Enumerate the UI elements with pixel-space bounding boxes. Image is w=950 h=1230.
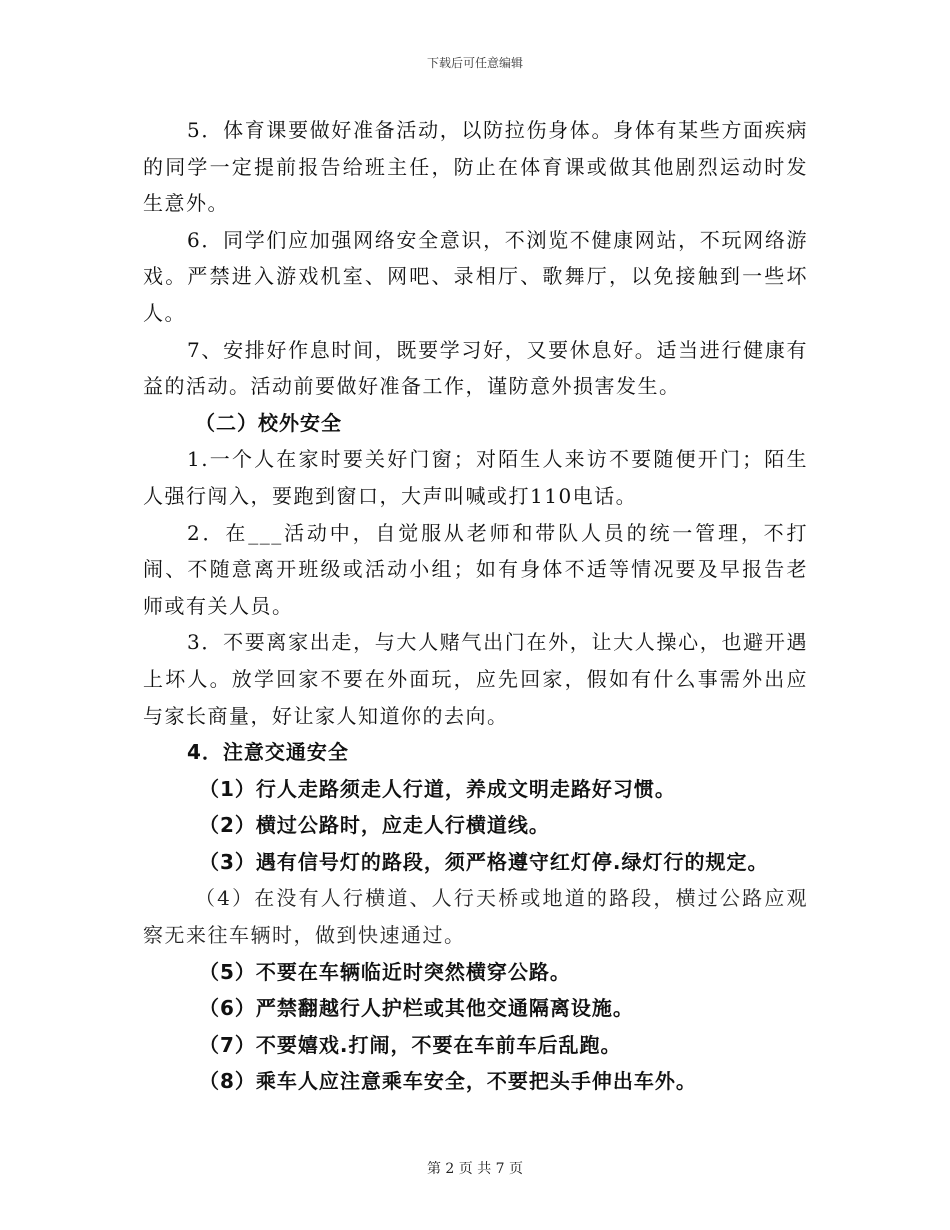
document-body	[143, 112, 808, 1100]
paragraph-7-schedule: 7、安排好作息时间，既要学习好，又要休息好。适当进行健康有益的活动。活动前要做好准备工作，谨防意外损害发生。	[143, 337, 808, 399]
paragraph-1-home-alone: 1.一个人在家时要关好门窗；对陌生人来访不要随便开门；陌生人强行闯入，要跑到窗口，大声叫喊或打110电话。	[143, 447, 808, 508]
paragraph-6-network-safety: 6．同学们应加强网络安全意识，不浏览不健康网站，不玩网络游戏。严禁进入游戏机室、网吧、录相厅、歌舞厅，以免接触到一些坏人。	[143, 227, 808, 325]
section-heading-off-campus-safety: （二）校外安全	[195, 410, 342, 435]
paragraph-2-activities: 2．在___活动中，自觉服从老师和带队人员的统一管理，不打闹、不随意离开班级或活动小组；如有身体不适等情况要及早报告老师或有关人员。	[143, 520, 808, 618]
page-header: 下载后可任意编辑	[426, 56, 523, 70]
paragraph-3-running-away: 3．不要离家出走，与大人赌气出门在外，让大人操心，也避开遇上坏人。放学回家不要在外面玩，应先回家，假如有什么事需外出应与家长商量，好让家人知道你的去向。	[143, 630, 808, 728]
traffic-rule-4: （4）在没有人行横道、人行天桥或地道的路段，横过公路应观察无来往车辆时，做到快速通过。	[143, 886, 808, 948]
traffic-rule-5: （5）不要在车辆临近时突然横穿公路。	[199, 959, 571, 984]
traffic-rule-2: （2）横过公路时，应走人行横道线。	[199, 813, 550, 838]
traffic-rule-1: （1）行人走路须走人行道，养成文明走路好习惯。	[199, 776, 676, 801]
page-footer: 第 2 页 共 7 页	[426, 1161, 524, 1177]
traffic-rule-7: （7）不要嬉戏.打闹，不要在车前车后乱跑。	[199, 1032, 622, 1057]
traffic-rule-6: （6）严禁翻越行人护栏或其他交通隔离设施。	[199, 996, 634, 1021]
paragraph-5-pe-class: 5．体育课要做好准备活动，以防拉伤身体。身体有某些方面疾病的同学一定提前报告给班主任，防止在体育课或做其他剧烈运动时发生意外。	[143, 118, 808, 216]
traffic-rule-3: （3）遇有信号灯的路段，须严格遵守红灯停.绿灯行的规定。	[199, 849, 769, 874]
section-heading-traffic-safety: 4．注意交通安全	[187, 740, 349, 765]
traffic-rule-8: （8）乘车人应注意乘车安全，不要把头手伸出车外。	[199, 1069, 697, 1094]
